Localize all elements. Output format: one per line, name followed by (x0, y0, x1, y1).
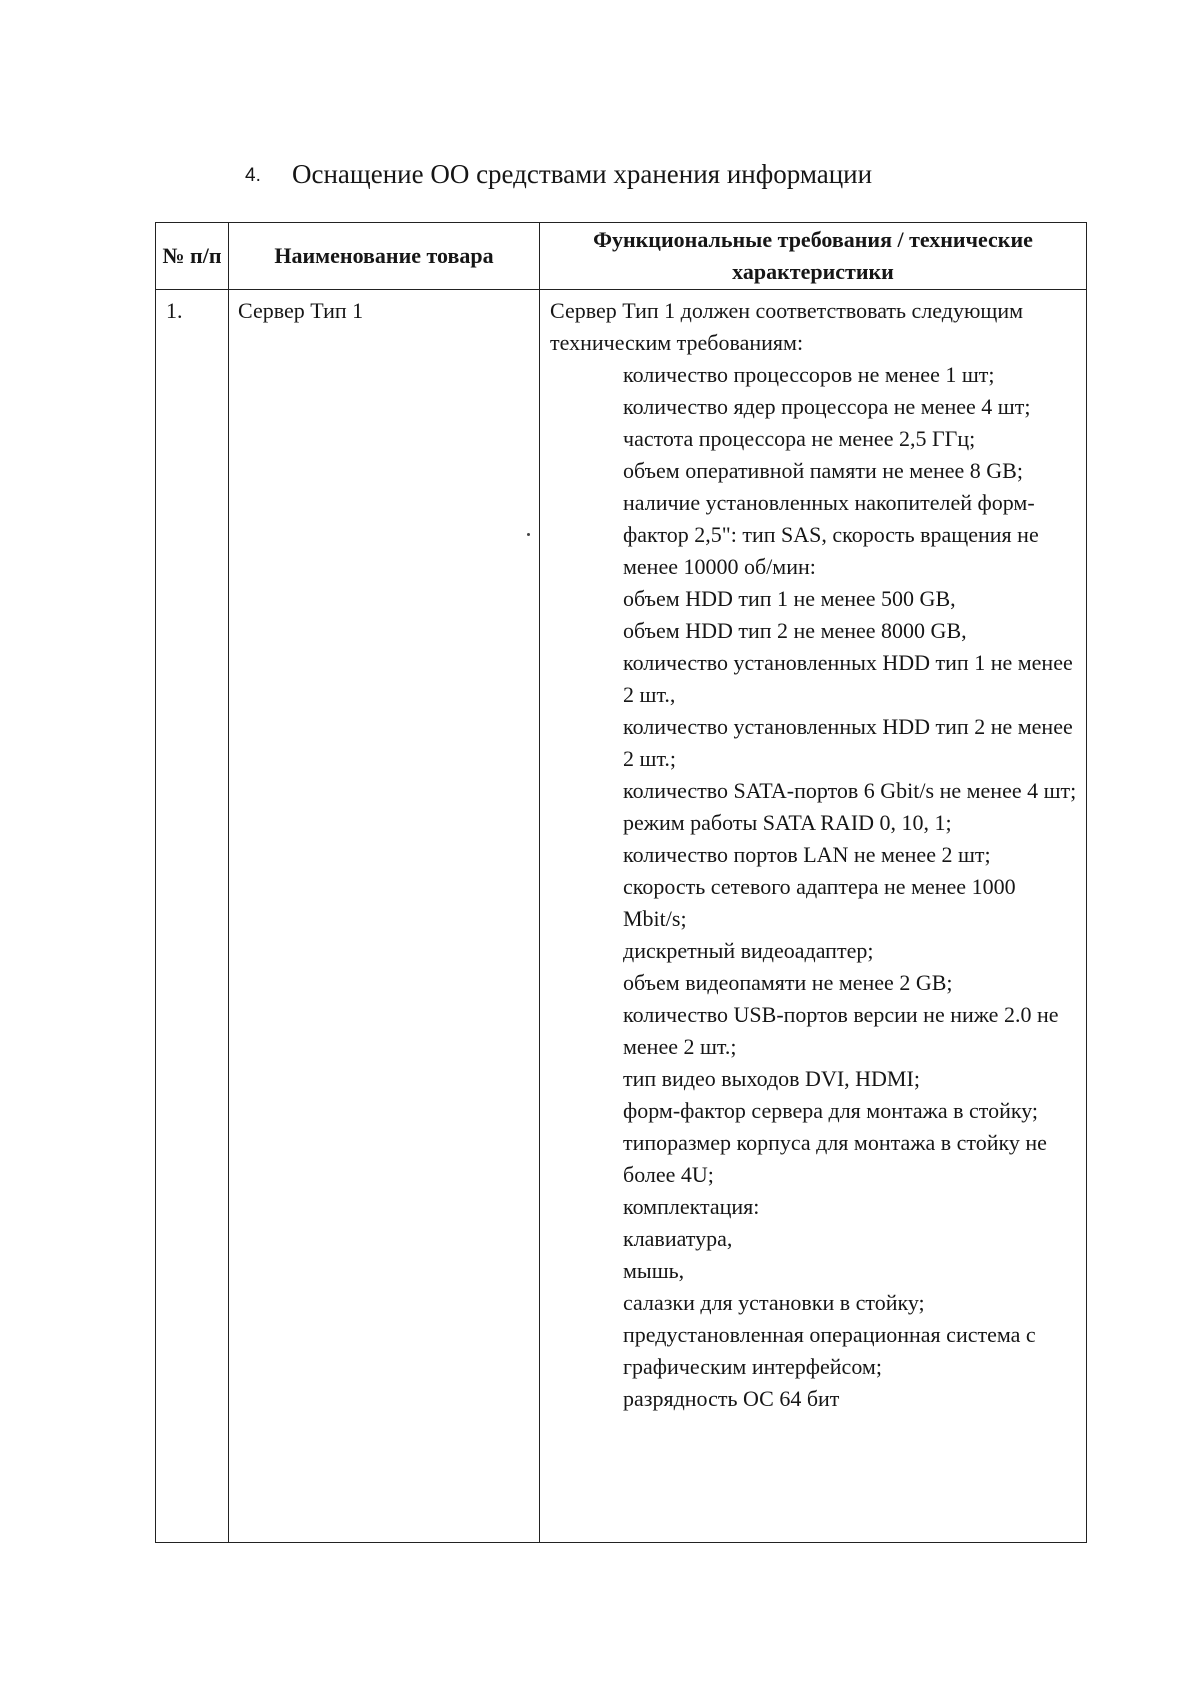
header-number: № п/п (156, 223, 229, 290)
section-heading (245, 157, 872, 193)
requirement-item: количество портов LAN не менее 2 шт; (623, 842, 991, 867)
section-title: Оснащение ОО средствами хранения информации (292, 159, 873, 189)
table-header-row (156, 223, 1087, 290)
requirement-item: предустановленная операционная система с графическим интерфейсом; (623, 1322, 1036, 1379)
row-number: 1. (156, 290, 229, 1543)
requirement-item: количество USB-портов версии не ниже 2.0 не менее 2 шт.; (623, 1002, 1059, 1059)
requirement-item: наличие установленных накопителей форм-фактор 2,5": тип SAS, скорость вращения не менее 10000 об/мин: (623, 490, 1039, 579)
requirement-item: частота процессора не менее 2,5 ГГц; (623, 426, 976, 451)
requirement-item: скорость сетевого адаптера не менее 1000 Mbit/s; (623, 874, 1016, 931)
specification-table (155, 222, 1087, 1543)
requirement-item: клавиатура, (623, 1226, 733, 1251)
requirement-item: типоразмер корпуса для монтажа в стойку не более 4U; (623, 1130, 1047, 1187)
requirement-item: количество установленных HDD тип 1 не менее 2 шт., (623, 650, 1073, 707)
requirement-item: количество SATA-портов 6 Gbit/s не менее 4 шт; (623, 778, 1077, 803)
header-requirements: Функциональные требования / технические характеристики (540, 223, 1087, 290)
table-row (156, 290, 1087, 1543)
requirement-item: объем оперативной памяти не менее 8 GB; (623, 458, 1023, 483)
requirement-item: количество процессоров не менее 1 шт; (623, 362, 995, 387)
requirement-item: салазки для установки в стойку; (623, 1290, 925, 1315)
product-name: Сервер Тип 1 (229, 290, 540, 1543)
header-product-name: Наименование товара (229, 223, 540, 290)
requirement-item: объем видеопамяти не менее 2 GB; (623, 970, 953, 995)
requirement-item: разрядность ОС 64 бит (623, 1386, 840, 1411)
requirement-item: объем HDD тип 2 не менее 8000 GB, (623, 618, 967, 643)
requirements-cell (540, 290, 1087, 1543)
scan-speck (527, 533, 530, 536)
requirement-item: количество ядер процессора не менее 4 шт; (623, 394, 1031, 419)
requirement-item: тип видео выходов DVI, HDMI; (623, 1066, 920, 1091)
requirement-item: форм-фактор сервера для монтажа в стойку; (623, 1098, 1039, 1123)
requirements-intro: Сервер Тип 1 должен соответствовать следующим техническим требованиям: (550, 298, 1024, 355)
requirements-list (550, 359, 1080, 1415)
section-number: 4. (245, 165, 261, 186)
requirement-item: дискретный видеоадаптер; (623, 938, 874, 963)
requirement-item: объем HDD тип 1 не менее 500 GB, (623, 586, 956, 611)
requirement-item: режим работы SATA RAID 0, 10, 1; (623, 810, 952, 835)
requirement-item: мышь, (623, 1258, 685, 1283)
requirement-item: комплектация: (623, 1194, 760, 1219)
requirement-item: количество установленных HDD тип 2 не менее 2 шт.; (623, 714, 1073, 771)
